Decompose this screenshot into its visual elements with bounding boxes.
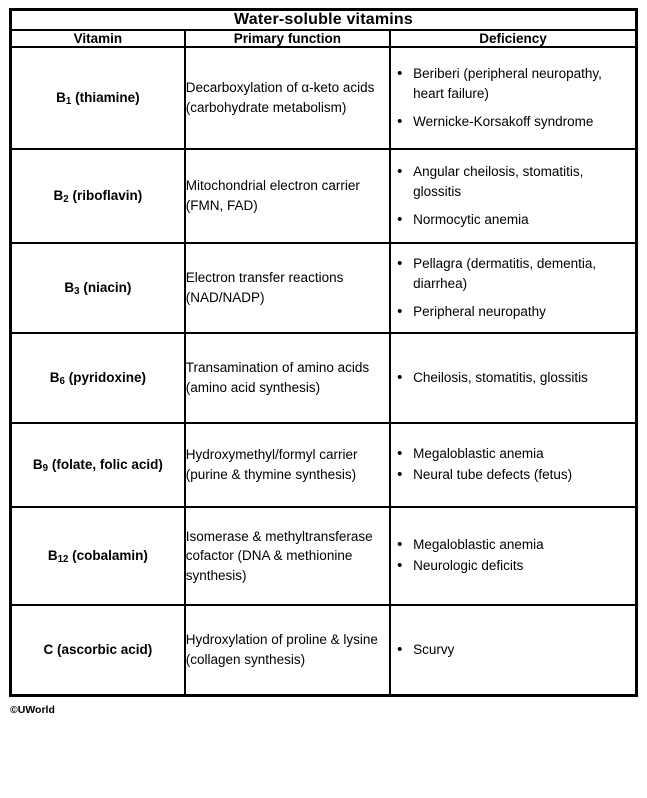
vitamin-name (11, 423, 185, 507)
vitamin-function: Decarboxylation of α-keto acids (carbohydrate metabolism) (185, 47, 390, 149)
list-item: • Normocytic anemia (411, 210, 635, 230)
vitamin-name (11, 149, 185, 243)
vitamin-name-sub: 3 (74, 286, 80, 298)
deficiency-list (391, 368, 635, 388)
table-row (11, 507, 637, 605)
list-item: • Neural tube defects (fetus) (411, 465, 635, 485)
list-item: • Pellagra (dermatitis, dementia, diarrhea) (411, 254, 635, 293)
deficiency-list (391, 444, 635, 484)
list-item: • Cheilosis, stomatitis, glossitis (411, 368, 635, 388)
vitamin-name (11, 47, 185, 149)
deficiency-list (391, 535, 635, 575)
table-row (11, 243, 637, 333)
deficiency-list (391, 162, 635, 230)
vitamin-deficiency (390, 149, 636, 243)
vitamin-name-pre: B (49, 369, 60, 385)
vitamin-name-post: (riboflavin) (68, 187, 143, 203)
vitamin-name-post: (cobalamin) (68, 547, 148, 563)
vitamin-name-pre: B (47, 547, 58, 563)
vitamin-name-pre: C (ascorbic acid) (43, 641, 153, 657)
vitamin-name-sub: 1 (65, 96, 72, 108)
vitamin-name (11, 243, 185, 333)
vitamin-deficiency (390, 47, 636, 149)
vitamin-function: Isomerase & methyltransferase cofactor (DNA & methionine synthesis) (185, 507, 390, 605)
vitamin-name-pre: B (56, 89, 66, 105)
vitamin-name-sub: 6 (59, 376, 65, 388)
vitamin-deficiency (390, 243, 636, 333)
vitamin-function: Mitochondrial electron carrier (FMN, FAD) (185, 149, 390, 243)
vitamin-name-pre: B (64, 279, 75, 295)
table-row (11, 47, 637, 149)
copyright-notice: ©UWorld (10, 704, 55, 716)
vitamin-deficiency (390, 507, 636, 605)
table-row (11, 333, 637, 423)
vitamin-function: Electron transfer reactions (NAD/NADP) (185, 243, 390, 333)
vitamin-name (11, 605, 185, 696)
table-row (11, 149, 637, 243)
vitamin-name-pre: B (32, 456, 43, 472)
deficiency-list (391, 640, 635, 660)
vitamin-name-pre: B (53, 187, 64, 203)
vitamin-deficiency (390, 333, 636, 423)
list-item: • Neurologic deficits (411, 556, 635, 576)
table-row (11, 605, 637, 696)
vitamin-function: Hydroxymethyl/formyl carrier (purine & thymine synthesis) (185, 423, 390, 507)
water-soluble-vitamins-table (9, 8, 638, 697)
column-header-vitamin: Vitamin (11, 30, 185, 47)
column-header-deficiency: Deficiency (390, 30, 636, 47)
vitamin-name (11, 507, 185, 605)
vitamin-name-post: (folate, folic acid) (48, 456, 163, 472)
list-item: • Megaloblastic anemia (411, 444, 635, 464)
list-item: • Scurvy (411, 640, 635, 660)
list-item: • Wernicke-Korsakoff syndrome (411, 112, 635, 132)
vitamin-name-sub: 12 (57, 554, 69, 566)
table-header-row (11, 30, 637, 47)
table-row (11, 423, 637, 507)
vitamin-deficiency (390, 423, 636, 507)
vitamin-name (11, 333, 185, 423)
column-header-primary-function: Primary function (185, 30, 390, 47)
vitamin-deficiency (390, 605, 636, 696)
vitamin-function: Hydroxylation of proline & lysine (collagen synthesis) (185, 605, 390, 696)
list-item: • Beriberi (peripheral neuropathy, heart failure) (411, 64, 635, 103)
deficiency-list (391, 254, 635, 322)
table-title-row (11, 10, 637, 31)
list-item: • Peripheral neuropathy (411, 302, 635, 322)
deficiency-list (391, 64, 635, 132)
table-title: Water-soluble vitamins (11, 10, 637, 31)
list-item: • Angular cheilosis, stomatitis, glossitis (411, 162, 635, 201)
vitamin-name-post: (pyridoxine) (64, 369, 146, 385)
vitamin-name-sub: 2 (63, 194, 69, 206)
vitamin-name-post: (thiamine) (71, 89, 140, 105)
vitamin-function: Transamination of amino acids (amino acid synthesis) (185, 333, 390, 423)
vitamin-name-post: (niacin) (79, 279, 132, 295)
list-item: • Megaloblastic anemia (411, 535, 635, 555)
vitamin-name-sub: 9 (42, 463, 49, 475)
